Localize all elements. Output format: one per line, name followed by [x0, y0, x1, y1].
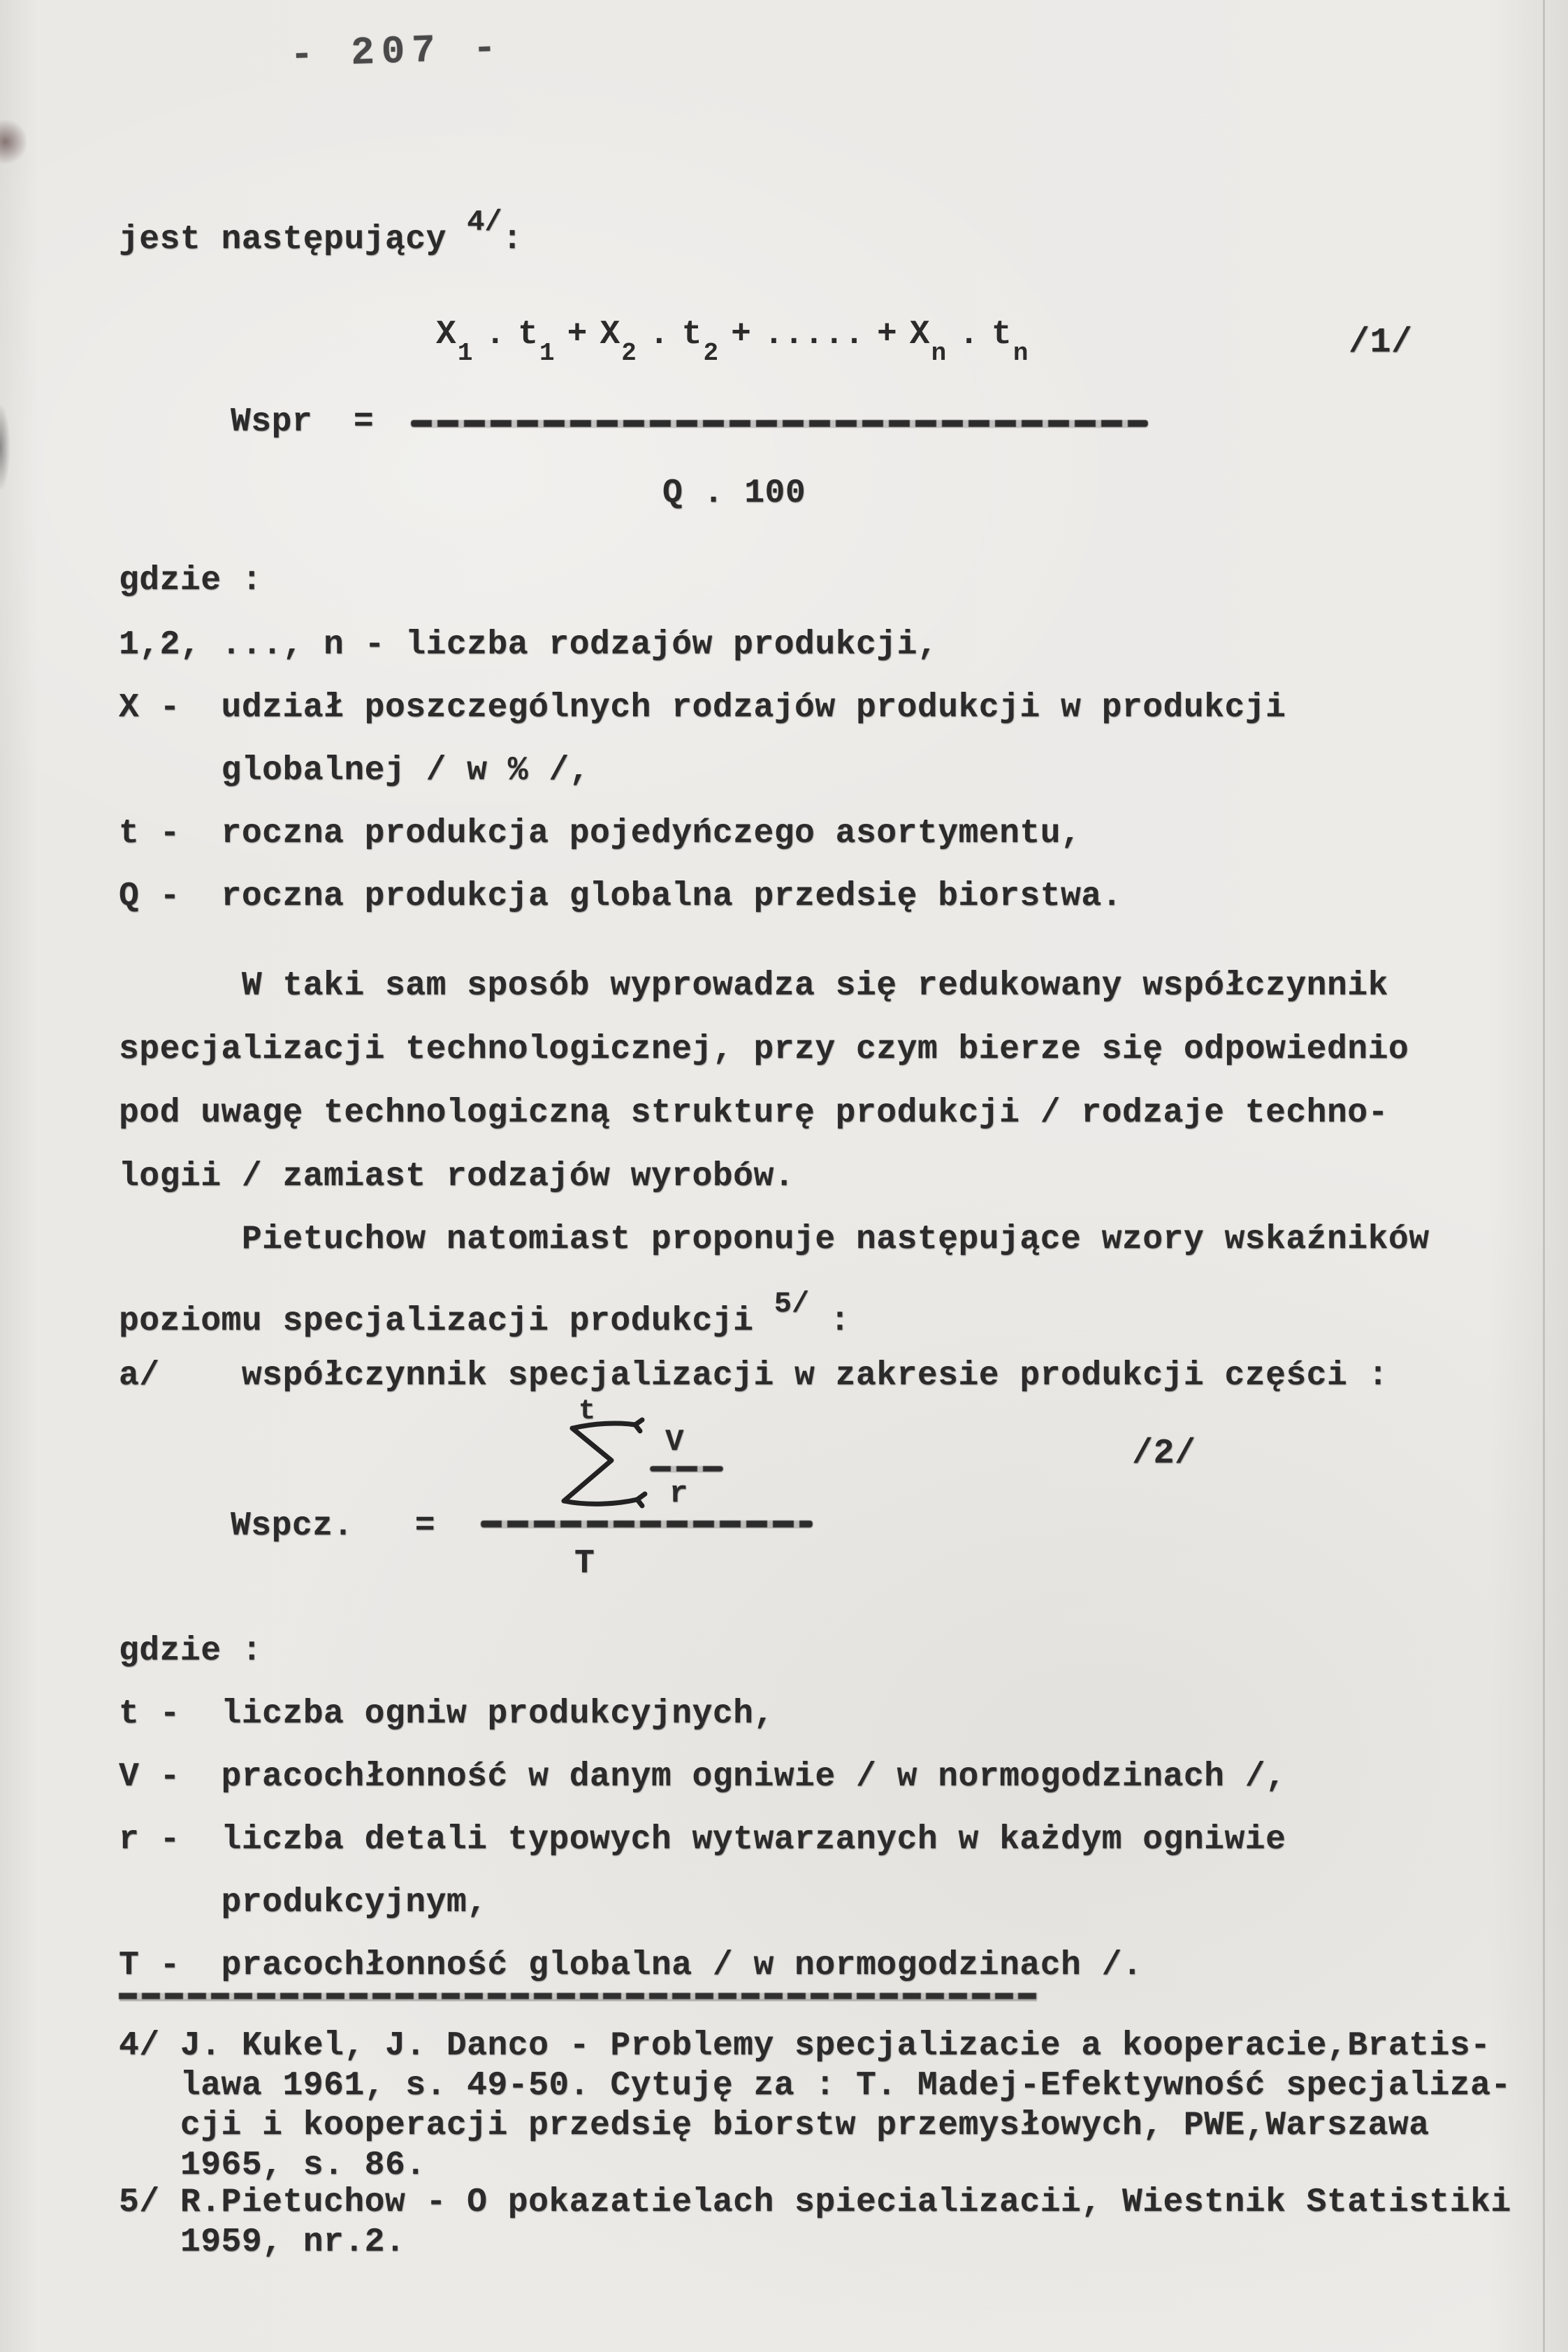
legend-line: V - pracochłonność w danym ogniwie / w normogodzinach /,	[119, 1758, 1286, 1796]
formula2-small-fraction-line	[650, 1466, 723, 1472]
body-line: specjalizacji technologicznej, przy czym bierze się odpowiednio	[119, 1031, 1409, 1068]
legend-line: Q - roczna produkcja globalna przedsię biorstwa.	[119, 878, 1122, 915]
formula1-denominator: Q . 100	[662, 474, 806, 512]
footnote-line: 5/ R.Pietuchow - O pokazatielach spiecializacii, Wiestnik Statistiki	[119, 2184, 1511, 2221]
intro-colon: :	[502, 221, 523, 259]
legend-line: globalnej / w % /,	[119, 752, 590, 790]
footnote-line: 4/ J. Kukel, J. Danco - Problemy specjalizacie a kooperacie,Bratis-	[119, 2027, 1491, 2065]
footnote-line: 1965, s. 86.	[119, 2147, 426, 2184]
formula2-frac-numerator: V	[665, 1425, 684, 1460]
sum-sigma-icon	[549, 1417, 660, 1518]
legend-line: 1,2, ..., n - liczba rodzajów produkcji,	[119, 626, 938, 664]
where2-heading: gdzie :	[119, 1632, 263, 1670]
legend-line: r - liczba detali typowych wytwarzanych w każdym ogniwie	[119, 1821, 1286, 1859]
footnote-divider	[119, 1993, 1038, 1999]
formula2-denominator: T	[574, 1545, 595, 1583]
footnote-marker-4: 4/	[467, 205, 502, 239]
item-a-line: a/ współczynnik specjalizacji w zakresie produkcji części :	[119, 1357, 1388, 1395]
legend-line: produkcyjnym,	[119, 1884, 488, 1922]
body-line: logii / zamiast rodzajów wyrobów.	[119, 1158, 795, 1196]
formula1-label: /1/	[1349, 323, 1413, 363]
paragraph2-colon: :	[809, 1302, 850, 1340]
formula2-fraction-line	[481, 1520, 813, 1527]
formula2-frac-denominator: r	[669, 1476, 688, 1511]
legend-line: X - udział poszczególnych rodzajów produkcji w produkcji	[119, 689, 1286, 727]
ink-smudge	[0, 117, 27, 166]
intro-line	[119, 204, 523, 258]
ink-smudge	[0, 405, 10, 489]
footnote-line: lawa 1961, s. 49-50. Cytuję za : T. Madej-Efektywność specjaliza-	[119, 2067, 1511, 2105]
body-line: Pietuchow natomiast proponuje następujące wzory wskaźników	[119, 1221, 1430, 1258]
formula2-lhs: Wspcz. =	[231, 1507, 436, 1545]
footnote-marker-5: 5/	[774, 1287, 810, 1321]
intro-text: jest następujący	[119, 221, 467, 259]
formula1-numerator: X1 . t1 + X2 . t2 + ..... + Xn . tn	[436, 316, 1029, 368]
footnote-line: 1959, nr.2.	[119, 2223, 406, 2261]
legend-line: t - roczna produkcja pojedyńczego asortymentu,	[119, 815, 1082, 852]
page-number: - 207 -	[289, 25, 504, 78]
body-line: W taki sam sposób wyprowadza się redukowany współczynnik	[119, 967, 1388, 1005]
formula2-sum-upper-limit: t	[579, 1396, 596, 1428]
footnote-line: cji i kooperacji przedsię biorstw przemysłowych, PWE,Warszawa	[119, 2107, 1430, 2144]
page-edge-line	[1543, 0, 1545, 2352]
formula1-fraction-line	[411, 420, 1148, 427]
legend-line: T - pracochłonność globalna / w normogodzinach /.	[119, 1947, 1143, 1984]
formula2-label: /2/	[1132, 1434, 1196, 1474]
formula1-lhs: Wspr =	[231, 403, 375, 441]
body-line: pod uwagę technologiczną strukturę produkcji / rodzaje techno-	[119, 1094, 1388, 1132]
paragraph2-text: poziomu specjalizacji produkcji	[119, 1302, 774, 1340]
legend-line: t - liczba ogniw produkcyjnych,	[119, 1695, 774, 1733]
where1-heading: gdzie :	[119, 562, 263, 600]
body-line	[119, 1286, 850, 1340]
